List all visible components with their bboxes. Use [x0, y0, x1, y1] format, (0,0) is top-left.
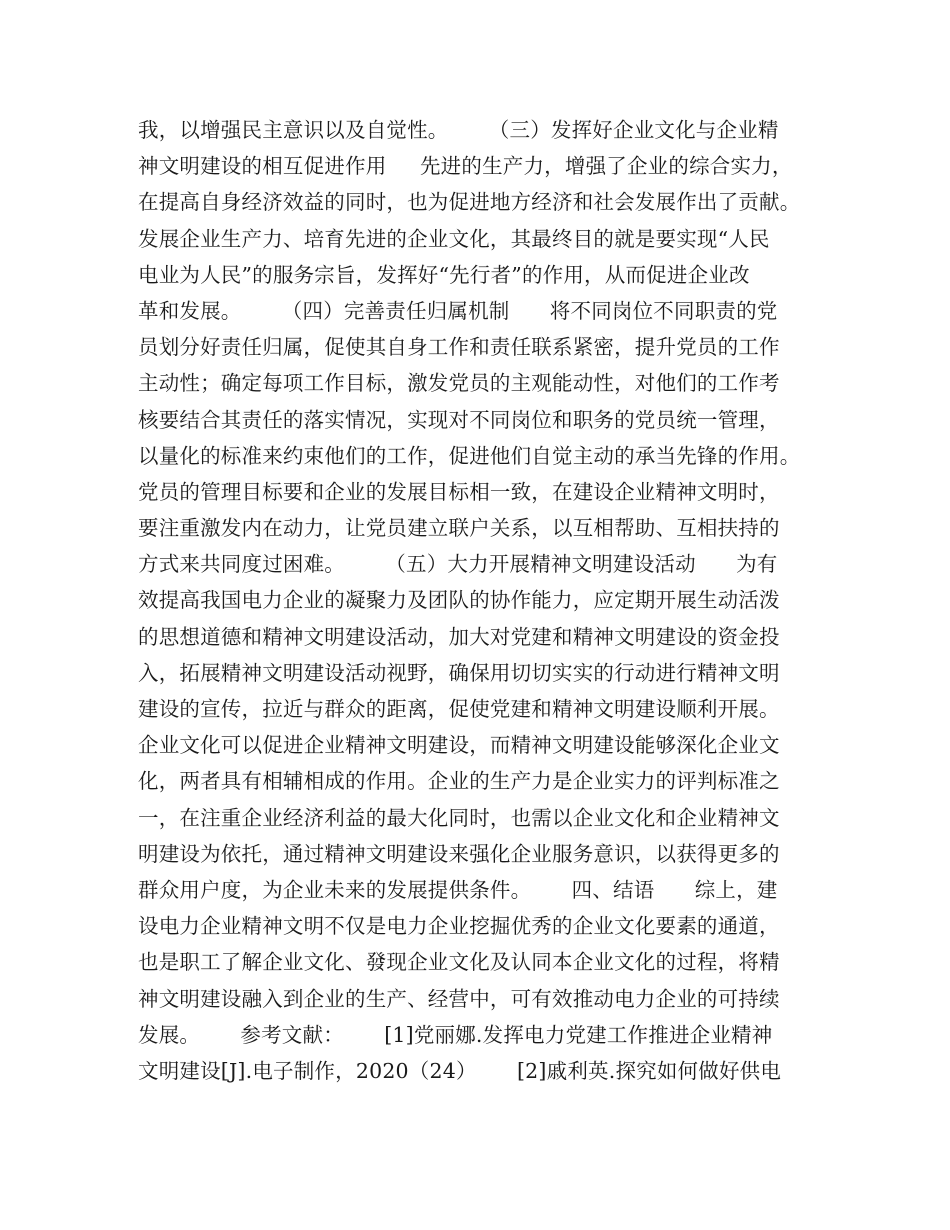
text-line: 化，两者具有相辅相成的作用。企业的生产力是企业实力的评判标准之 [138, 769, 780, 794]
text-line: 也是职工了解企业文化、發现企业文化及认同本企业文化的过程，将精 [138, 950, 780, 975]
text-line: 的思想道德和精神文明建设活动，加大对党建和精神文明建设的资金投 [138, 624, 780, 649]
text-line: 方式来共同度过困难。 （五）大力开展精神文明建设活动 为有 [138, 552, 778, 577]
text-line: 以量化的标准来约束他们的工作，促进他们自觉主动的承当先锋的作用。 [138, 443, 801, 468]
text-line: 员划分好责任归属，促使其自身工作和责任联系紧密，提升党员的工作 [138, 335, 780, 360]
text-line: 效提高我国电力企业的凝聚力及团队的协作能力，应定期开展生动活泼 [138, 588, 780, 613]
text-line: 要注重激发内在动力，让党员建立联户关系，以互相帮助、互相扶持的 [138, 516, 780, 541]
body-text [138, 112, 838, 1089]
text-line: 我，以增强民主意识以及自觉性。 （三）发挥好企业文化与企业精 [138, 118, 779, 142]
text-line: 核要结合其责任的落实情况，实现对不同岗位和职务的党员统一管理， [138, 407, 780, 432]
text-line: 党员的管理目标要和企业的发展目标相一致，在建设企业精神文明时， [138, 479, 780, 504]
text-line: 神文明建设的相互促进作用 先进的生产力，增强了企业的综合实力， [138, 154, 793, 179]
text-line: 革和发展。 （四）完善责任归属机制 将不同岗位不同职责的党 [138, 298, 778, 323]
text-line: 设电力企业精神文明不仅是电力企业挖掘优秀的企业文化要素的通道， [138, 914, 780, 939]
text-line: 一，在注重企业经济利益的最大化同时，也需以企业文化和企业精神文 [138, 805, 780, 830]
text-line: 明建设为依托，通过精神文明建设来强化企业服务意识，以获得更多的 [138, 841, 780, 866]
text-line: 电业为人民”的服务宗旨，发挥好“先行者”的作用，从而促进企业改 [138, 262, 750, 287]
text-line: 入，拓展精神文明建设活动视野，确保用切切实实的行动进行精神文明 [138, 660, 780, 685]
text-line: 在提高自身经济效益的同时，也为促进地方经济和社会发展作出了贡献。 [138, 190, 801, 215]
text-line: 神文明建设融入到企业的生产、经营中，可有效推动电力企业的可持续 [138, 986, 780, 1011]
text-line: 主动性；确定每项工作目标，激发党员的主观能动性，对他们的工作考 [138, 371, 780, 396]
text-line: 发展。 参考文献： [1]党丽娜.发挥电力党建工作推进企业精神 [138, 1022, 773, 1047]
text-line: 企业文化可以促进企业精神文明建设，而精神文明建设能够深化企业文 [138, 733, 780, 758]
text-line: 文明建设[J].电子制作，2020（24） [2]戚利英.探究如何做好供电 [138, 1058, 782, 1083]
text-line: 群众用户度，为企业未来的发展提供条件。 四、结语 综上，建 [138, 877, 778, 902]
text-line: 发展企业生产力、培育先进的企业文化，其最终目的就是要实现“人民 [138, 226, 770, 251]
text-line: 建设的宣传，拉近与群众的距离，促使党建和精神文明建设顺利开展。 [138, 697, 780, 721]
